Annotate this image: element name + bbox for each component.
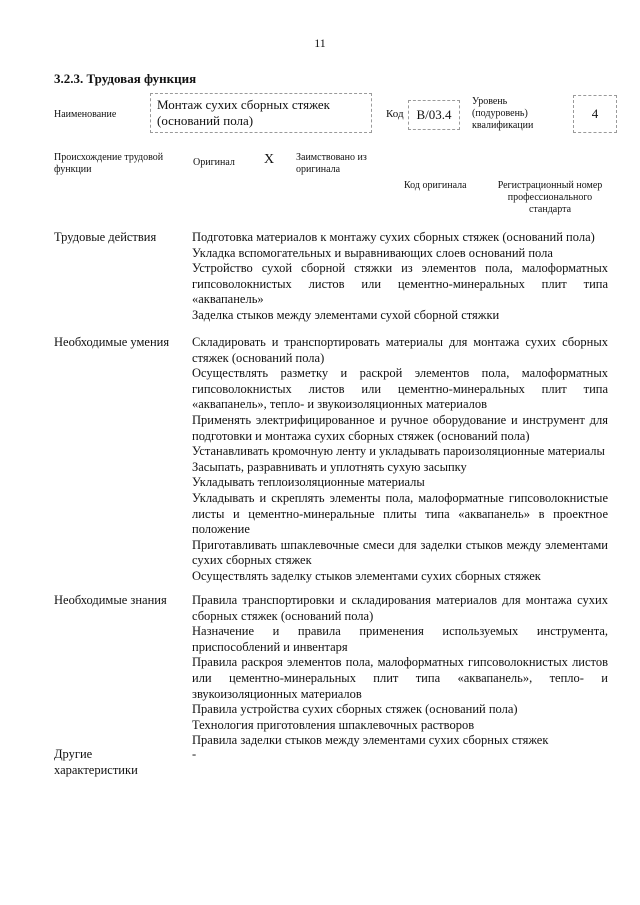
section-content-actions — [192, 230, 608, 324]
section-title: 3.2.3. Трудовая функция — [54, 71, 197, 86]
list-item: Осуществлять заделку стыков элементами сухих сборных стяжек — [192, 568, 541, 583]
list-item: - — [192, 747, 197, 761]
list-item: Правила транспортировки и складирования материалов для монтажа сухих сборных стяжек (оснований пола) — [192, 593, 608, 623]
list-item: Правила раскроя элементов пола, малоформатных гипсоволокнистых листов или цементно-минеральных плит типа «аквапанель», тепло- и звукоизоляционных материалов — [192, 655, 608, 701]
origin-label: Происхождение трудовой функции — [54, 152, 164, 175]
section-content-other — [192, 747, 608, 763]
name-label: Наименование — [54, 109, 117, 120]
list-item: Приготавливать шпаклевочные смеси для заделки стыков между элементами сухих сборных стяжек — [192, 537, 608, 568]
page-number: 11 — [314, 36, 326, 50]
name-value: Монтаж сухих сборных стяжек (оснований пола) — [150, 93, 372, 133]
original-label: Оригинал — [193, 157, 235, 168]
level-label: Уровень (подуровень) квалификации — [472, 96, 534, 131]
list-item: Укладка вспомогательных и выравнивающих слоев оснований пола — [192, 245, 553, 260]
list-item: Правила устройства сухих сборных стяжек (оснований пола) — [192, 702, 518, 717]
section-label-knowledge: Необходимые знания — [54, 593, 167, 607]
code-label: Код — [386, 108, 404, 120]
section-label-skills: Необходимые умения — [54, 335, 170, 349]
section-content-knowledge — [192, 593, 608, 749]
list-item: Технология приготовления шпаклевочных растворов — [192, 717, 475, 732]
borrowed-label: Заимствовано из оригинала — [296, 152, 367, 175]
section-label-actions: Трудовые действия — [54, 230, 157, 244]
list-item: Устанавливать кромочную ленту и укладывать пароизоляционные материалы — [192, 444, 605, 459]
list-item: Засыпать, разравнивать и уплотнять сухую засыпку — [192, 459, 467, 474]
list-item: Назначение и правила применения используемых инструмента, приспособлений и инвентаря — [192, 624, 608, 654]
level-value: 4 — [573, 95, 617, 133]
list-item: Применять электрифицированное и ручное оборудование и инструмент для подготовки и монтажа сухих сборных стяжек (оснований пола) — [192, 412, 608, 443]
registration-label: Регистрационный номер профессионального стандарта — [497, 180, 603, 215]
list-item: Складировать и транспортировать материалы для монтажа сухих сборных стяжек (оснований пола) — [192, 335, 608, 365]
section-label-other: Другие характеристики — [54, 747, 138, 777]
list-item: Устройство сухой сборной стяжки из элементов пола, малоформатных гипсоволокнистых листов или цементно-минеральных плит типа «аквапанель» — [192, 261, 608, 307]
code-original-label: Код оригинала — [404, 180, 467, 191]
code-value: B/03.4 — [408, 100, 460, 130]
list-item: Правила заделки стыков между элементами сухих сборных стяжек — [192, 733, 549, 748]
list-item: Заделка стыков между элементами сухой сборной стяжки — [192, 307, 500, 322]
list-item: Укладывать теплоизоляционные материалы — [192, 475, 425, 490]
section-content-skills — [192, 335, 608, 585]
list-item: Осуществлять разметку и раскрой элементов пола, малоформатных гипсоволокнистых листов или цементно-минеральных плит типа «аквапанель», тепло- и звукоизоляционных материалов — [192, 366, 608, 412]
list-item: Укладывать и скреплять элементы пола, малоформатные гипсоволокнистые листы и цементно-минеральные плиты типа «аквапанель» в проектное положение — [192, 490, 608, 537]
list-item: Подготовка материалов к монтажу сухих сборных стяжек (оснований пола) — [192, 230, 595, 244]
original-mark: X — [264, 152, 275, 167]
